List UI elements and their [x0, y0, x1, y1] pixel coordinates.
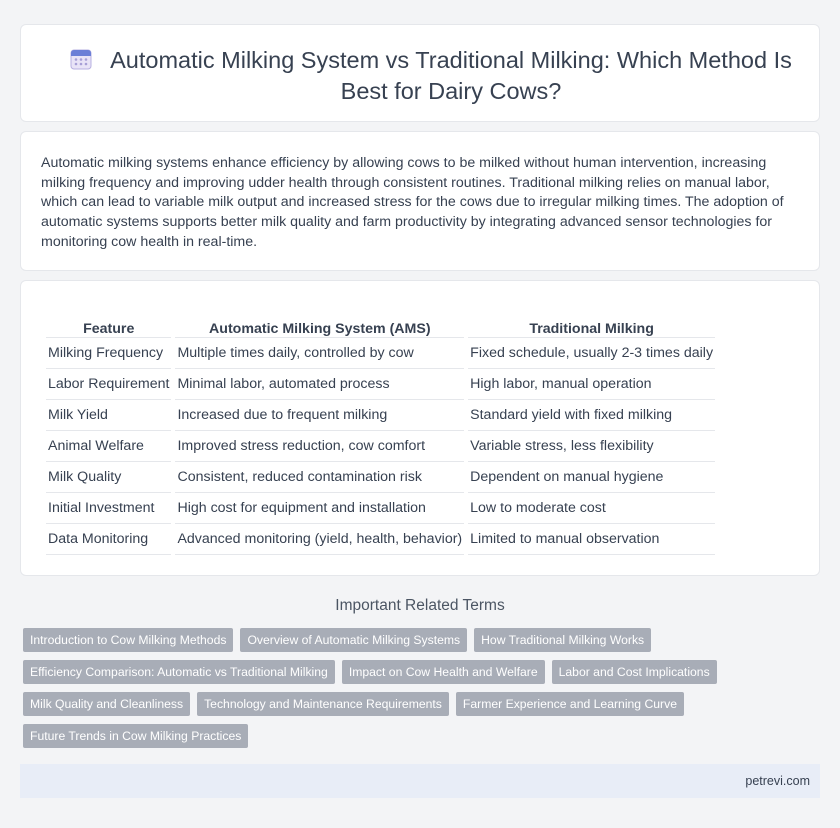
table-cell: Data Monitoring [46, 524, 171, 555]
related-term-tag[interactable]: Milk Quality and Cleanliness [23, 692, 190, 716]
column-header-ams: Automatic Milking System (AMS) [175, 314, 464, 338]
table-row [46, 338, 715, 369]
table-cell: Labor Requirement [46, 369, 171, 400]
related-terms-heading: Important Related Terms [335, 597, 505, 614]
comparison-table-card [20, 280, 820, 576]
table-cell: High labor, manual operation [468, 369, 715, 400]
column-header-traditional: Traditional Milking [468, 314, 715, 338]
related-term-tag[interactable]: Impact on Cow Health and Welfare [342, 660, 545, 684]
table-cell: Milk Quality [46, 462, 171, 493]
related-term-tag[interactable]: Technology and Maintenance Requirements [197, 692, 449, 716]
related-term-tag[interactable]: Labor and Cost Implications [552, 660, 717, 684]
related-term-tag[interactable]: Introduction to Cow Milking Methods [23, 628, 233, 652]
intro-card [20, 131, 820, 271]
table-cell: Milk Yield [46, 400, 171, 431]
table-row [46, 400, 715, 431]
header-card [20, 24, 820, 122]
related-term-tag[interactable]: Future Trends in Cow Milking Practices [23, 724, 248, 748]
table-row [46, 524, 715, 555]
table-cell: Low to moderate cost [468, 493, 715, 524]
related-terms-list [23, 628, 803, 748]
table-cell: Increased due to frequent milking [175, 400, 464, 431]
table-row [46, 462, 715, 493]
table-cell: High cost for equipment and installation [175, 493, 464, 524]
calendar-icon [69, 47, 93, 71]
table-cell: Milking Frequency [46, 338, 171, 369]
table-row [46, 493, 715, 524]
related-term-tag[interactable]: Overview of Automatic Milking Systems [240, 628, 467, 652]
table-cell: Dependent on manual hygiene [468, 462, 715, 493]
table-cell: Limited to manual observation [468, 524, 715, 555]
table-cell: Standard yield with fixed milking [468, 400, 715, 431]
table-cell: Multiple times daily, controlled by cow [175, 338, 464, 369]
related-term-tag[interactable]: Farmer Experience and Learning Curve [456, 692, 684, 716]
column-header-feature: Feature [46, 314, 171, 338]
table-row [46, 369, 715, 400]
table-header-row [46, 314, 715, 338]
table-cell: Minimal labor, automated process [175, 369, 464, 400]
table-row [46, 431, 715, 462]
table-cell: Animal Welfare [46, 431, 171, 462]
table-cell: Consistent, reduced contamination risk [175, 462, 464, 493]
table-cell: Initial Investment [46, 493, 171, 524]
table-cell: Variable stress, less flexibility [468, 431, 715, 462]
page-title: Automatic Milking System vs Traditional Milking: Which Method Is Best for Dairy Cows? [110, 47, 792, 104]
footer [20, 764, 820, 798]
table-cell: Advanced monitoring (yield, health, behavior) [175, 524, 464, 555]
footer-site-link[interactable]: petrevi.com [745, 774, 810, 788]
table-cell: Fixed schedule, usually 2-3 times daily [468, 338, 715, 369]
related-term-tag[interactable]: Efficiency Comparison: Automatic vs Traditional Milking [23, 660, 335, 684]
related-term-tag[interactable]: How Traditional Milking Works [474, 628, 651, 652]
table-cell: Improved stress reduction, cow comfort [175, 431, 464, 462]
intro-paragraph: Automatic milking systems enhance efficiency by allowing cows to be milked without human intervention, increasing milking frequency and improving udder health through consistent routines. Traditional milking relies on manual labor, which can lead to variable milk output and increased stress for the cows due to irregular milking times. The adoption of automatic systems supports better milk quality and farm productivity by integrating advanced sensor technologies for monitoring cow health in real-time. [41, 155, 784, 250]
comparison-table [42, 314, 719, 555]
